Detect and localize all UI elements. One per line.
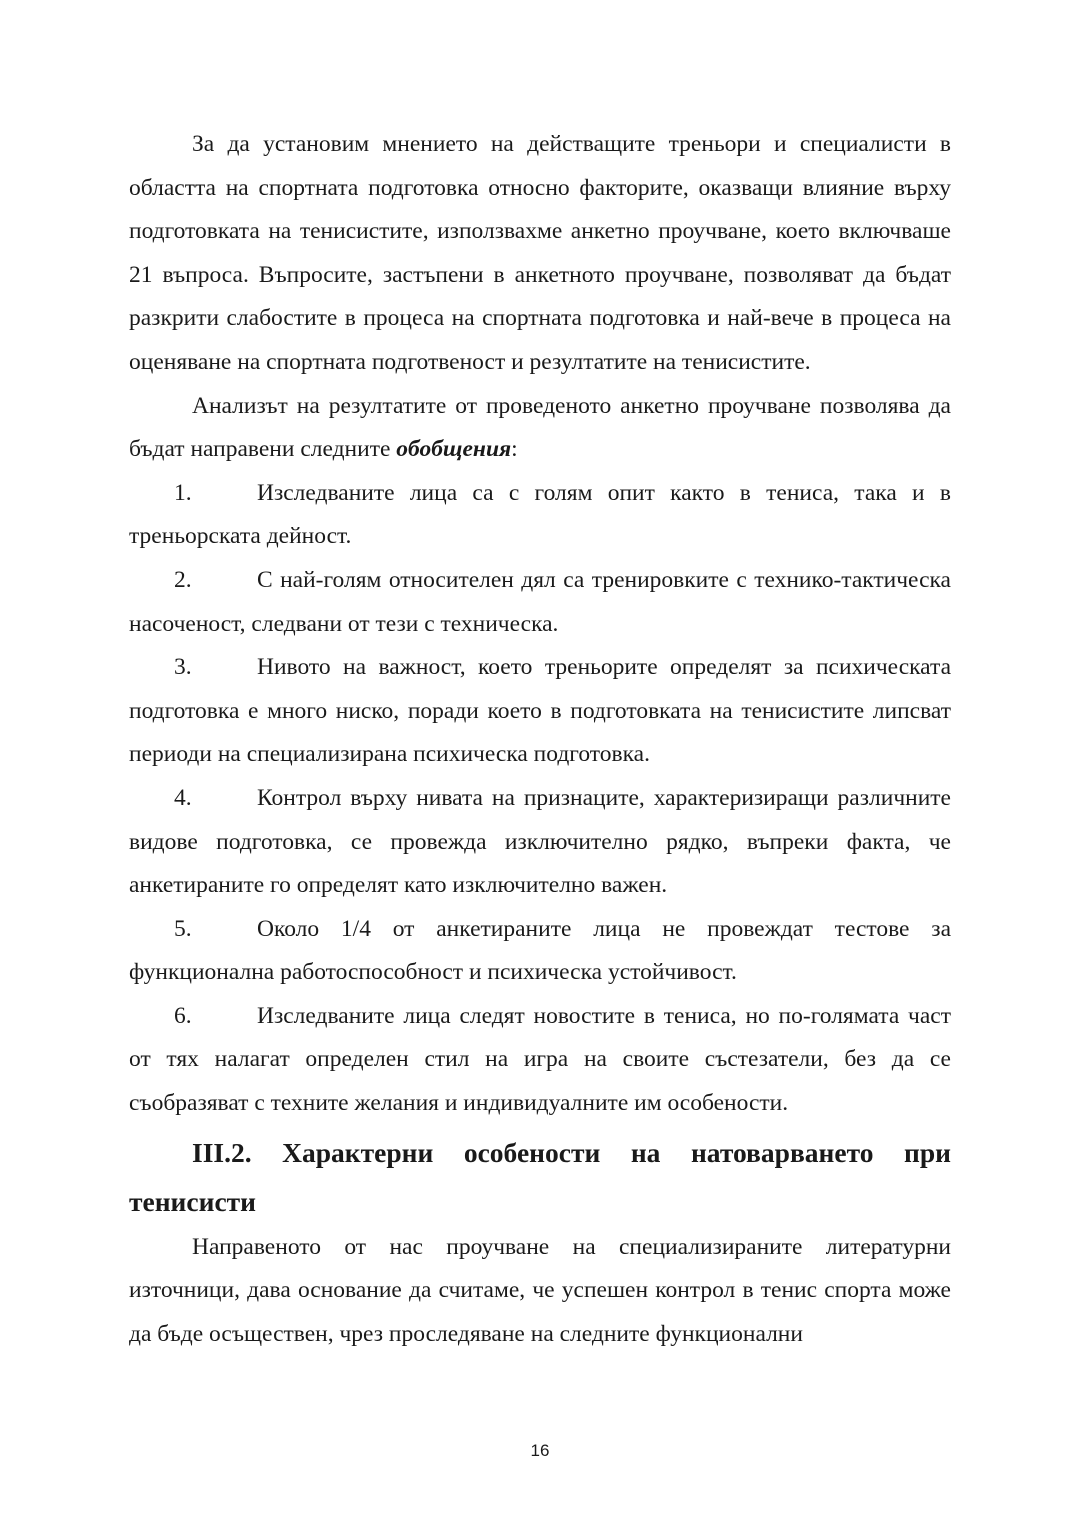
list-item bbox=[129, 646, 951, 777]
document-body bbox=[129, 123, 951, 1356]
list-item-number: 3. bbox=[174, 654, 192, 681]
list-item-number: 6. bbox=[174, 1002, 192, 1029]
section-paragraph: Направеното от нас проучване на специализираните литературни източници, дава основание да считаме, че успешен контрол в тенис спорта може да бъде осъществен, чрез проследяване на следните функционални bbox=[129, 1233, 951, 1347]
list-item-text: Изследваните лица следят новостите в тениса, но по-голямата част от тях налагат определен стил на игра на своите състезатели, без да се съобразяват с техните желания и индивидуалните им особености. bbox=[129, 1002, 951, 1117]
list-item bbox=[129, 559, 951, 646]
list-item bbox=[129, 908, 951, 995]
list-item-number: 1. bbox=[174, 479, 192, 506]
list-item-number: 2. bbox=[174, 566, 192, 593]
emphasis-term: обобщения bbox=[396, 436, 512, 463]
conclusions-list bbox=[129, 472, 951, 1126]
list-item-text: Нивото на важност, което треньорите определят за психическата подготовка е много ниско, поради което в подготовката на тенисистите липсват периоди на специализирана психическа подготовка. bbox=[129, 654, 951, 768]
list-item-text: Около 1/4 от анкетираните лица не провеждат тестове за функционална работоспособност и психическа устойчивост. bbox=[129, 915, 951, 986]
intro-paragraph: За да установим мнението на действащите треньори и специалисти в областта на спортната подготовка относно факторите, оказващи влияние върху подготовката на тенисистите, използвахме анкетно проучване, което включваше 21 въпроса. Въпросите, застъпени в анкетното проучване, позволяват да бъдат разкрити слабостите в процеса на спортната подготовка и най-вече в процеса на оценяване на спортната подготвеност и резултатите на тенисистите. bbox=[129, 131, 951, 375]
list-item-text: Изследваните лица са с голям опит както в тениса, така и в треньорската дейност. bbox=[129, 479, 951, 550]
list-item-text: С най-голям относителен дял са тренировките с технико-тактическа насоченост, следвани от тези с техническа. bbox=[129, 566, 951, 637]
analysis-paragraph bbox=[129, 385, 951, 472]
list-item bbox=[129, 995, 951, 1126]
analysis-text: Анализът на резултатите от проведеното анкетно проучване позволява да бъдат направени следните bbox=[129, 392, 951, 463]
list-item-number: 5. bbox=[174, 915, 192, 942]
page-number: 16 bbox=[530, 1441, 550, 1460]
analysis-colon: : bbox=[511, 436, 518, 463]
list-item bbox=[129, 777, 951, 908]
section-heading: III.2. Характерни особености на натоварването при тенисисти bbox=[129, 1136, 951, 1217]
list-item bbox=[129, 472, 951, 559]
list-item-text: Контрол върху нивата на признаците, характеризиращи различните видове подготовка, се провежда изключително рядко, въпреки факта, че анкетираните го определят като изключително важен. bbox=[129, 784, 951, 899]
list-item-number: 4. bbox=[174, 784, 192, 811]
